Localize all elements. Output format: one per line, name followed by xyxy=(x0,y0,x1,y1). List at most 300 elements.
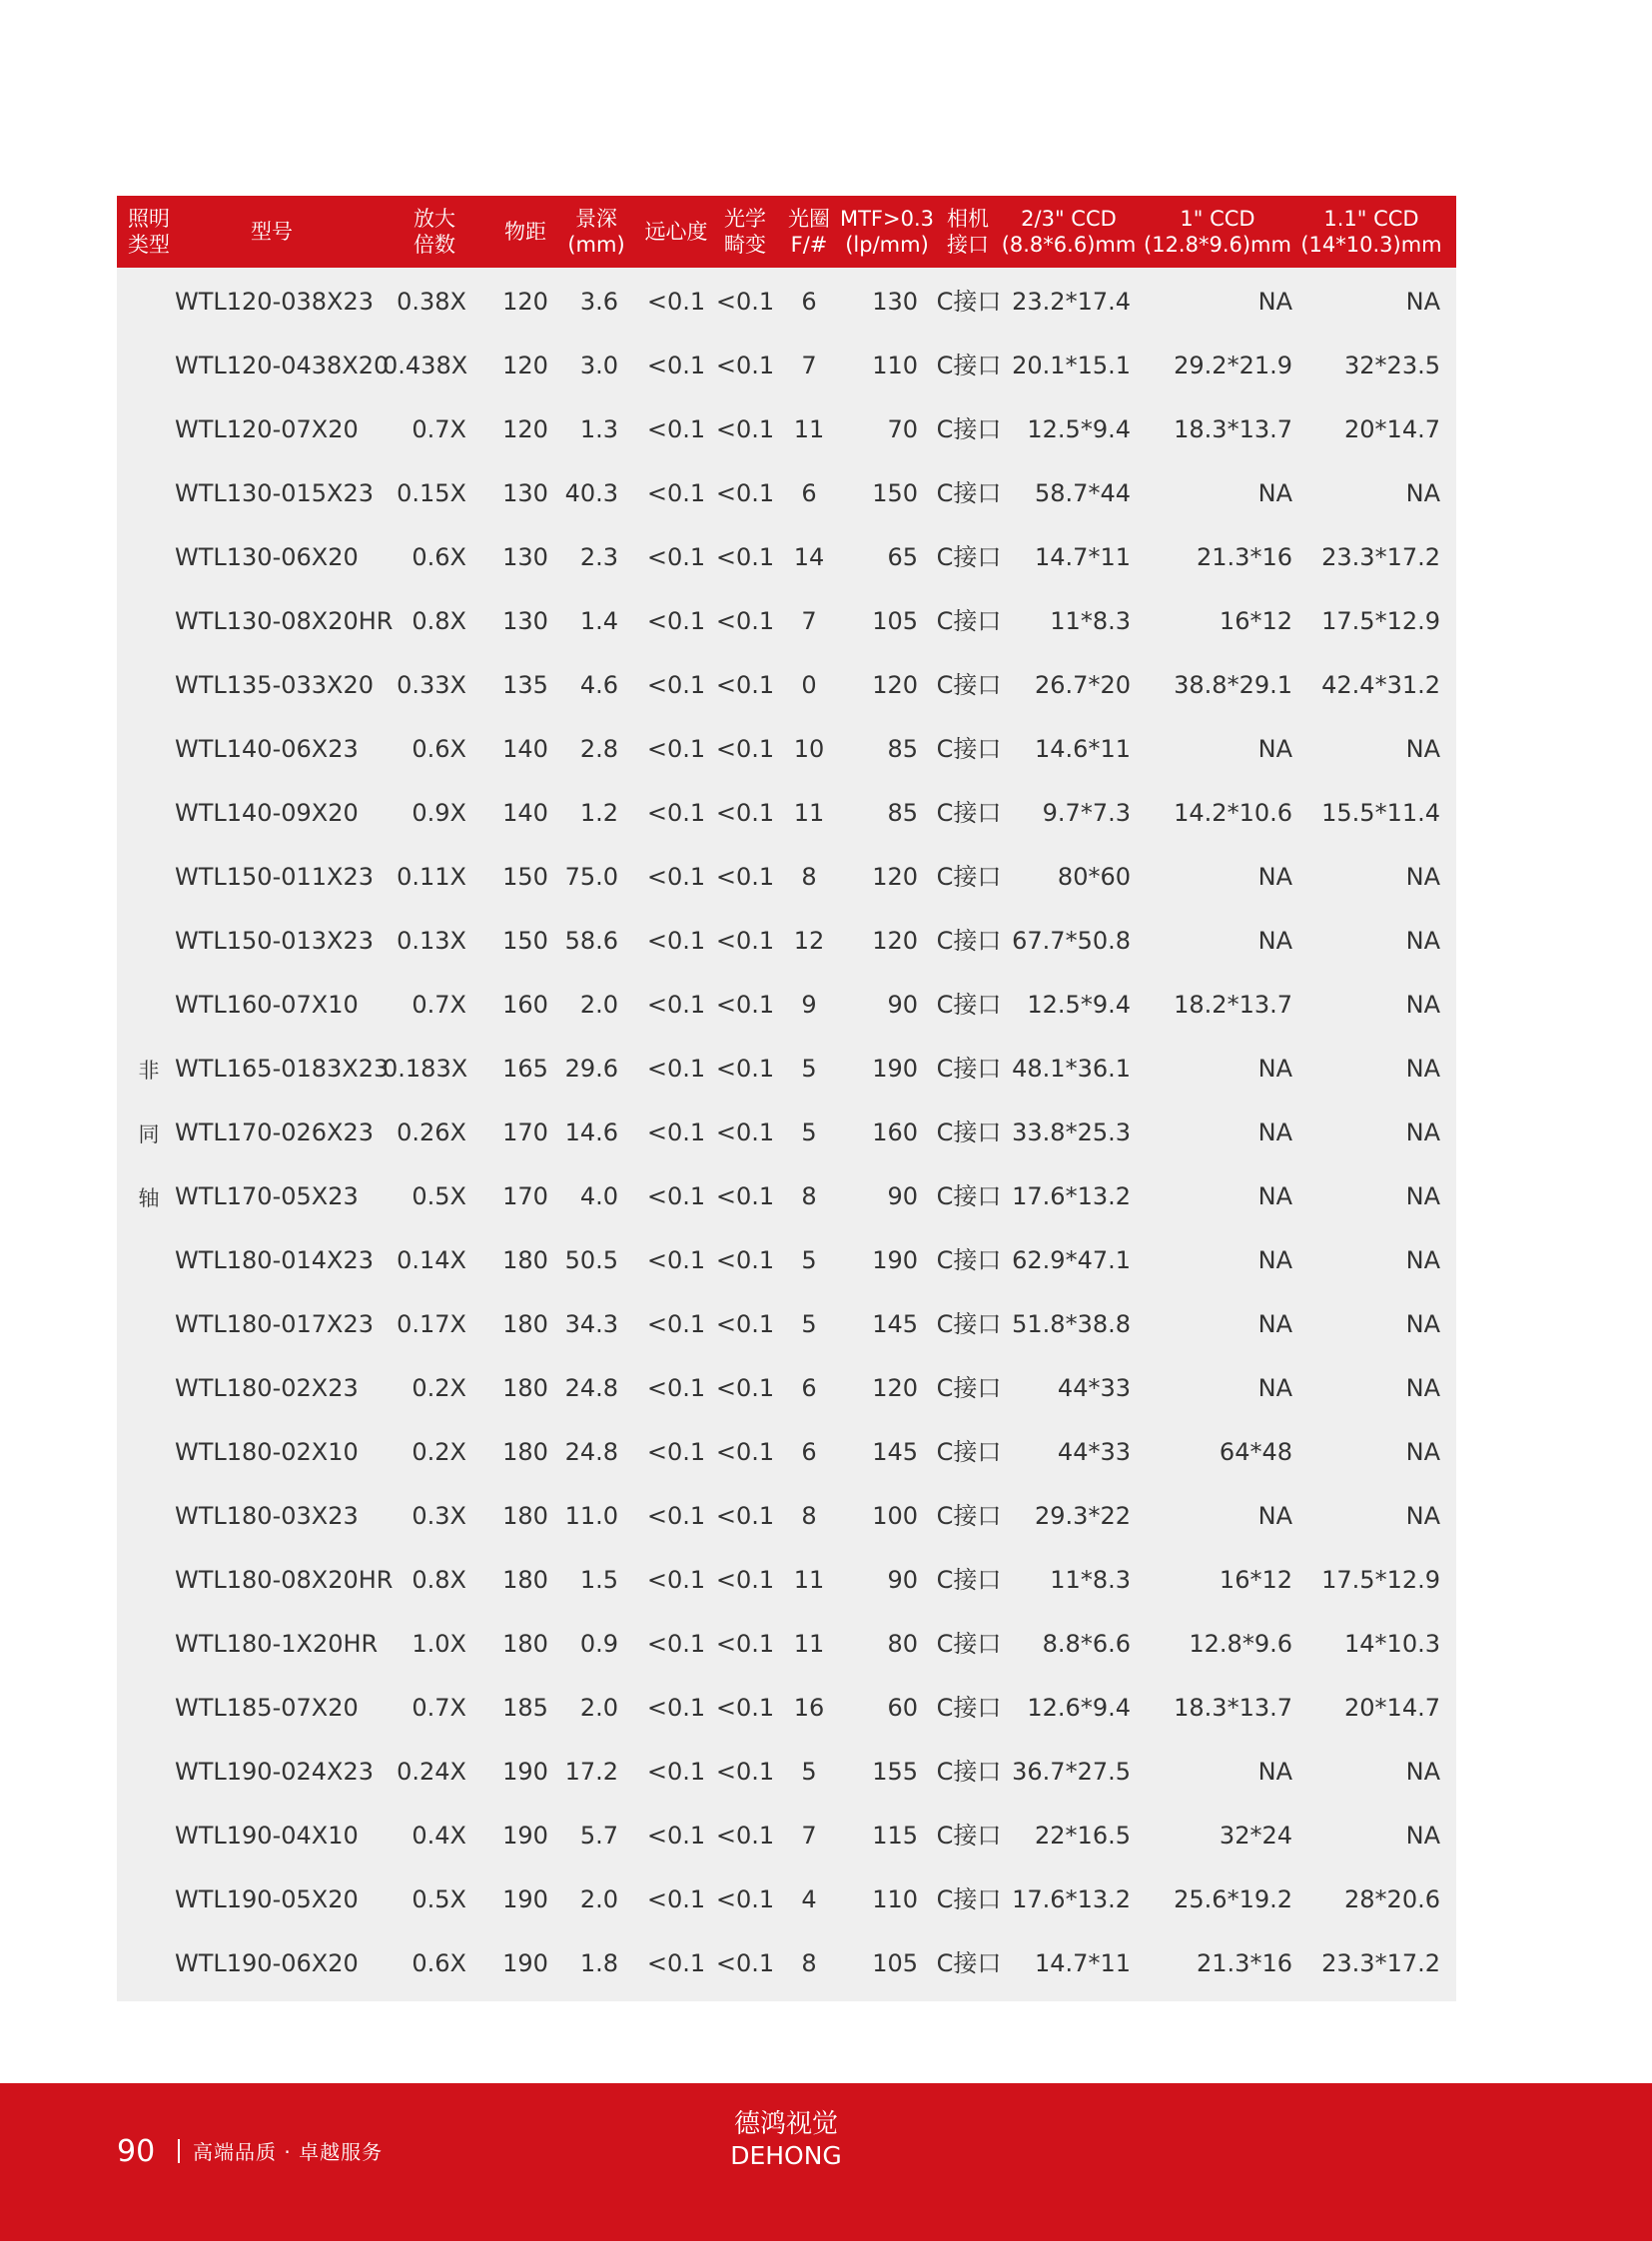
magnification-cell: 0.8X xyxy=(412,607,466,635)
working-distance-cell: 190 xyxy=(502,1949,548,1977)
ccd-1-1-cell: NA xyxy=(1405,1119,1440,1146)
mtf-cell: 100 xyxy=(872,1502,918,1530)
depth-of-field-cell: 1.5 xyxy=(579,1566,618,1594)
ccd-2-3-cell: 12.6*9.4 xyxy=(1027,1694,1131,1722)
model-cell: WTL120-0438X20 xyxy=(175,352,390,379)
f-number-cell: 11 xyxy=(793,1630,825,1658)
table-row xyxy=(117,461,1456,525)
header-camera-mount: 相机 接口 xyxy=(947,207,989,257)
depth-of-field-cell: 40.3 xyxy=(564,479,618,507)
magnification-cell: 0.7X xyxy=(412,1694,466,1722)
ccd-1-cell: 18.3*13.7 xyxy=(1174,1694,1292,1722)
f-number-cell: 11 xyxy=(793,1566,825,1594)
distortion-cell: <0.1 xyxy=(715,1246,775,1274)
working-distance-cell: 185 xyxy=(502,1694,548,1722)
ccd-1-cell: 25.6*19.2 xyxy=(1174,1885,1292,1913)
mtf-cell: 115 xyxy=(872,1822,918,1850)
ccd-1-cell: 21.3*16 xyxy=(1197,1949,1292,1977)
camera-mount-cell: C接口 xyxy=(936,1182,1002,1210)
ccd-1-1-cell: 32*23.5 xyxy=(1344,352,1440,379)
depth-of-field-cell: 29.6 xyxy=(564,1055,618,1083)
mtf-cell: 120 xyxy=(872,1374,918,1402)
ccd-2-3-cell: 58.7*44 xyxy=(1035,479,1131,507)
ccd-1-cell: NA xyxy=(1257,1502,1292,1530)
magnification-cell: 0.183X xyxy=(383,1055,468,1083)
mtf-cell: 80 xyxy=(887,1630,918,1658)
f-number-cell: 5 xyxy=(801,1310,817,1338)
telecentricity-cell: <0.1 xyxy=(646,735,706,763)
magnification-cell: 0.7X xyxy=(412,991,466,1019)
table-row xyxy=(117,1292,1456,1356)
table-row xyxy=(117,845,1456,909)
model-cell: WTL165-0183X23 xyxy=(175,1055,390,1083)
table-row xyxy=(117,1420,1456,1484)
table-row xyxy=(117,1356,1456,1420)
ccd-2-3-cell: 11*8.3 xyxy=(1050,1566,1131,1594)
distortion-cell: <0.1 xyxy=(715,1630,775,1658)
distortion-cell: <0.1 xyxy=(715,607,775,635)
camera-mount-cell: C接口 xyxy=(936,607,1002,635)
camera-mount-cell: C接口 xyxy=(936,1885,1002,1913)
camera-mount-cell: C接口 xyxy=(936,1949,1002,1977)
depth-of-field-cell: 1.4 xyxy=(579,607,618,635)
ccd-1-1-cell: NA xyxy=(1405,288,1440,316)
magnification-cell: 0.9X xyxy=(412,799,466,827)
header-mtf: MTF>0.3 (lp/mm) xyxy=(839,207,935,257)
f-number-cell: 8 xyxy=(801,863,817,891)
telecentricity-cell: <0.1 xyxy=(646,1694,706,1722)
model-cell: WTL120-038X23 xyxy=(175,288,375,316)
header-ccd-1-1: 1.1" CCD (14*10.3)mm xyxy=(1300,207,1442,257)
depth-of-field-cell: 1.3 xyxy=(579,415,618,443)
telecentricity-cell: <0.1 xyxy=(646,1566,706,1594)
model-cell: WTL140-09X20 xyxy=(175,799,359,827)
brand-name-cn: 德鸿视觉 xyxy=(733,2109,838,2139)
model-cell: WTL150-013X23 xyxy=(175,927,375,955)
model-cell: WTL180-03X23 xyxy=(175,1502,359,1530)
ccd-2-3-cell: 29.3*22 xyxy=(1035,1502,1131,1530)
ccd-2-3-cell: 67.7*50.8 xyxy=(1012,927,1131,955)
model-cell: WTL180-1X20HR xyxy=(175,1630,379,1658)
magnification-cell: 0.4X xyxy=(412,1822,466,1850)
camera-mount-cell: C接口 xyxy=(936,352,1002,379)
ccd-2-3-cell: 48.1*36.1 xyxy=(1012,1055,1131,1083)
ccd-1-cell: NA xyxy=(1257,288,1292,316)
table-row xyxy=(117,653,1456,717)
mtf-cell: 60 xyxy=(887,1694,918,1722)
ccd-2-3-cell: 9.7*7.3 xyxy=(1042,799,1131,827)
magnification-cell: 0.38X xyxy=(397,288,466,316)
table-row xyxy=(117,1548,1456,1612)
header-depth-of-field: 景深 (mm) xyxy=(567,207,625,257)
distortion-cell: <0.1 xyxy=(715,1374,775,1402)
mtf-cell: 70 xyxy=(887,415,918,443)
f-number-cell: 6 xyxy=(801,479,817,507)
telecentricity-cell: <0.1 xyxy=(646,543,706,571)
ccd-2-3-cell: 36.7*27.5 xyxy=(1012,1758,1131,1786)
telecentricity-cell: <0.1 xyxy=(646,927,706,955)
ccd-2-3-cell: 12.5*9.4 xyxy=(1027,991,1131,1019)
camera-mount-cell: C接口 xyxy=(936,1438,1002,1466)
distortion-cell: <0.1 xyxy=(715,479,775,507)
ccd-1-cell: NA xyxy=(1257,863,1292,891)
camera-mount-cell: C接口 xyxy=(936,1502,1002,1530)
telecentricity-cell: <0.1 xyxy=(646,1119,706,1146)
telecentricity-cell: <0.1 xyxy=(646,1246,706,1274)
ccd-2-3-cell: 17.6*13.2 xyxy=(1012,1885,1131,1913)
telecentricity-cell: <0.1 xyxy=(646,1438,706,1466)
working-distance-cell: 170 xyxy=(502,1182,548,1210)
model-cell: WTL130-015X23 xyxy=(175,479,375,507)
telecentricity-cell: <0.1 xyxy=(646,1374,706,1402)
magnification-cell: 0.13X xyxy=(397,927,466,955)
header-model: 型号 xyxy=(251,220,293,244)
working-distance-cell: 180 xyxy=(502,1374,548,1402)
ccd-1-cell: NA xyxy=(1257,1758,1292,1786)
ccd-1-1-cell: NA xyxy=(1405,1246,1440,1274)
distortion-cell: <0.1 xyxy=(715,799,775,827)
table-row xyxy=(117,1676,1456,1740)
telecentricity-cell: <0.1 xyxy=(646,1055,706,1083)
telecentricity-cell: <0.1 xyxy=(646,1885,706,1913)
ccd-2-3-cell: 14.6*11 xyxy=(1035,735,1131,763)
camera-mount-cell: C接口 xyxy=(936,671,1002,699)
ccd-2-3-cell: 22*16.5 xyxy=(1035,1822,1131,1850)
distortion-cell: <0.1 xyxy=(715,543,775,571)
ccd-1-1-cell: NA xyxy=(1405,1182,1440,1210)
working-distance-cell: 120 xyxy=(502,352,548,379)
magnification-cell: 0.14X xyxy=(397,1246,466,1274)
mtf-cell: 90 xyxy=(887,1566,918,1594)
camera-mount-cell: C接口 xyxy=(936,415,1002,443)
working-distance-cell: 140 xyxy=(502,735,548,763)
working-distance-cell: 130 xyxy=(502,543,548,571)
table-row xyxy=(117,1484,1456,1548)
model-cell: WTL190-05X20 xyxy=(175,1885,359,1913)
ccd-1-1-cell: NA xyxy=(1405,863,1440,891)
depth-of-field-cell: 11.0 xyxy=(564,1502,618,1530)
mtf-cell: 155 xyxy=(872,1758,918,1786)
working-distance-cell: 190 xyxy=(502,1758,548,1786)
ccd-1-1-cell: NA xyxy=(1405,1438,1440,1466)
ccd-2-3-cell: 14.7*11 xyxy=(1035,543,1131,571)
mtf-cell: 145 xyxy=(872,1438,918,1466)
table-row xyxy=(117,525,1456,589)
model-cell: WTL190-04X10 xyxy=(175,1822,359,1850)
page-number: 90 xyxy=(117,2134,156,2169)
camera-mount-cell: C接口 xyxy=(936,1055,1002,1083)
telecentricity-cell: <0.1 xyxy=(646,671,706,699)
telecentricity-cell: <0.1 xyxy=(646,1502,706,1530)
ccd-1-1-cell: 17.5*12.9 xyxy=(1321,1566,1440,1594)
ccd-2-3-cell: 62.9*47.1 xyxy=(1012,1246,1131,1274)
depth-of-field-cell: 1.8 xyxy=(579,1949,618,1977)
mtf-cell: 130 xyxy=(872,288,918,316)
f-number-cell: 11 xyxy=(793,415,825,443)
telecentricity-cell: <0.1 xyxy=(646,1758,706,1786)
depth-of-field-cell: 4.0 xyxy=(579,1182,618,1210)
mtf-cell: 120 xyxy=(872,671,918,699)
header-distortion: 光学 畸变 xyxy=(724,207,766,257)
camera-mount-cell: C接口 xyxy=(936,1822,1002,1850)
model-cell: WTL130-08X20HR xyxy=(175,607,394,635)
ccd-2-3-cell: 11*8.3 xyxy=(1050,607,1131,635)
telecentricity-cell: <0.1 xyxy=(646,479,706,507)
telecentricity-cell: <0.1 xyxy=(646,1182,706,1210)
mtf-cell: 120 xyxy=(872,927,918,955)
mtf-cell: 65 xyxy=(887,543,918,571)
distortion-cell: <0.1 xyxy=(715,1694,775,1722)
distortion-cell: <0.1 xyxy=(715,991,775,1019)
telecentricity-cell: <0.1 xyxy=(646,863,706,891)
ccd-1-1-cell: 15.5*11.4 xyxy=(1321,799,1440,827)
camera-mount-cell: C接口 xyxy=(936,991,1002,1019)
model-cell: WTL180-08X20HR xyxy=(175,1566,394,1594)
camera-mount-cell: C接口 xyxy=(936,1694,1002,1722)
magnification-cell: 0.26X xyxy=(397,1119,466,1146)
model-cell: WTL120-07X20 xyxy=(175,415,359,443)
camera-mount-cell: C接口 xyxy=(936,735,1002,763)
working-distance-cell: 150 xyxy=(502,863,548,891)
ccd-1-cell: 38.8*29.1 xyxy=(1174,671,1292,699)
depth-of-field-cell: 2.0 xyxy=(579,1694,618,1722)
model-cell: WTL170-026X23 xyxy=(175,1119,375,1146)
working-distance-cell: 130 xyxy=(502,479,548,507)
table-row xyxy=(117,1037,1456,1101)
f-number-cell: 5 xyxy=(801,1119,817,1146)
working-distance-cell: 180 xyxy=(502,1246,548,1274)
mtf-cell: 85 xyxy=(887,799,918,827)
working-distance-cell: 140 xyxy=(502,799,548,827)
model-cell: WTL180-017X23 xyxy=(175,1310,375,1338)
magnification-cell: 0.5X xyxy=(412,1885,466,1913)
magnification-cell: 0.5X xyxy=(412,1182,466,1210)
working-distance-cell: 160 xyxy=(502,991,548,1019)
mtf-cell: 105 xyxy=(872,607,918,635)
working-distance-cell: 190 xyxy=(502,1885,548,1913)
camera-mount-cell: C接口 xyxy=(936,1630,1002,1658)
ccd-1-1-cell: NA xyxy=(1405,1310,1440,1338)
ccd-2-3-cell: 44*33 xyxy=(1057,1438,1131,1466)
telecentricity-cell: <0.1 xyxy=(646,288,706,316)
magnification-cell: 1.0X xyxy=(412,1630,466,1658)
mtf-cell: 85 xyxy=(887,735,918,763)
distortion-cell: <0.1 xyxy=(715,1885,775,1913)
camera-mount-cell: C接口 xyxy=(936,1758,1002,1786)
f-number-cell: 10 xyxy=(793,735,825,763)
header-lighting-type: 照明 类型 xyxy=(128,207,170,257)
working-distance-cell: 180 xyxy=(502,1630,548,1658)
ccd-1-cell: NA xyxy=(1257,1182,1292,1210)
ccd-1-cell: NA xyxy=(1257,1310,1292,1338)
magnification-cell: 0.438X xyxy=(383,352,468,379)
camera-mount-cell: C接口 xyxy=(936,1246,1002,1274)
model-cell: WTL160-07X10 xyxy=(175,991,359,1019)
depth-of-field-cell: 5.7 xyxy=(579,1822,618,1850)
f-number-cell: 8 xyxy=(801,1182,817,1210)
ccd-1-1-cell: NA xyxy=(1405,1822,1440,1850)
f-number-cell: 16 xyxy=(793,1694,825,1722)
ccd-2-3-cell: 17.6*13.2 xyxy=(1012,1182,1131,1210)
f-number-cell: 11 xyxy=(793,799,825,827)
ccd-2-3-cell: 80*60 xyxy=(1057,863,1131,891)
table-body xyxy=(117,268,1456,2001)
distortion-cell: <0.1 xyxy=(715,415,775,443)
magnification-cell: 0.24X xyxy=(397,1758,466,1786)
mtf-cell: 90 xyxy=(887,991,918,1019)
depth-of-field-cell: 14.6 xyxy=(564,1119,618,1146)
distortion-cell: <0.1 xyxy=(715,1758,775,1786)
camera-mount-cell: C接口 xyxy=(936,1566,1002,1594)
f-number-cell: 14 xyxy=(793,543,825,571)
working-distance-cell: 190 xyxy=(502,1822,548,1850)
brand-name-en: DEHONG xyxy=(730,2141,842,2170)
mtf-cell: 150 xyxy=(872,479,918,507)
model-cell: WTL180-014X23 xyxy=(175,1246,375,1274)
depth-of-field-cell: 2.8 xyxy=(579,735,618,763)
distortion-cell: <0.1 xyxy=(715,927,775,955)
model-cell: WTL150-011X23 xyxy=(175,863,375,891)
f-number-cell: 6 xyxy=(801,1374,817,1402)
magnification-cell: 0.6X xyxy=(412,543,466,571)
depth-of-field-cell: 75.0 xyxy=(564,863,618,891)
ccd-1-1-cell: 17.5*12.9 xyxy=(1321,607,1440,635)
distortion-cell: <0.1 xyxy=(715,1119,775,1146)
table-header xyxy=(117,196,1456,268)
table-row xyxy=(117,589,1456,653)
f-number-cell: 5 xyxy=(801,1246,817,1274)
mtf-cell: 190 xyxy=(872,1246,918,1274)
ccd-1-1-cell: 28*20.6 xyxy=(1344,1885,1440,1913)
f-number-cell: 5 xyxy=(801,1055,817,1083)
f-number-cell: 4 xyxy=(801,1885,817,1913)
model-cell: WTL170-05X23 xyxy=(175,1182,359,1210)
f-number-cell: 7 xyxy=(801,607,817,635)
mtf-cell: 105 xyxy=(872,1949,918,1977)
table-row xyxy=(117,1164,1456,1228)
telecentricity-cell: <0.1 xyxy=(646,1630,706,1658)
table-row xyxy=(117,270,1456,334)
ccd-2-3-cell: 44*33 xyxy=(1057,1374,1131,1402)
ccd-1-cell: NA xyxy=(1257,927,1292,955)
ccd-1-cell: 64*48 xyxy=(1219,1438,1292,1466)
ccd-1-cell: 16*12 xyxy=(1219,1566,1292,1594)
working-distance-cell: 170 xyxy=(502,1119,548,1146)
magnification-cell: 0.6X xyxy=(412,1949,466,1977)
magnification-cell: 0.17X xyxy=(397,1310,466,1338)
distortion-cell: <0.1 xyxy=(715,1566,775,1594)
ccd-1-1-cell: 23.3*17.2 xyxy=(1321,1949,1440,1977)
telecentricity-cell: <0.1 xyxy=(646,415,706,443)
ccd-1-1-cell: NA xyxy=(1405,1374,1440,1402)
depth-of-field-cell: 58.6 xyxy=(564,927,618,955)
table-row xyxy=(117,973,1456,1037)
header-working-distance: 物距 xyxy=(504,220,546,244)
ccd-1-1-cell: NA xyxy=(1405,1758,1440,1786)
f-number-cell: 7 xyxy=(801,1822,817,1850)
distortion-cell: <0.1 xyxy=(715,288,775,316)
table-row xyxy=(117,1101,1456,1164)
ccd-1-cell: 21.3*16 xyxy=(1197,543,1292,571)
ccd-1-cell: 16*12 xyxy=(1219,607,1292,635)
table-row xyxy=(117,397,1456,461)
working-distance-cell: 180 xyxy=(502,1438,548,1466)
mtf-cell: 190 xyxy=(872,1055,918,1083)
distortion-cell: <0.1 xyxy=(715,1310,775,1338)
ccd-1-cell: 18.2*13.7 xyxy=(1174,991,1292,1019)
brand-logo xyxy=(699,2107,873,2171)
distortion-cell: <0.1 xyxy=(715,735,775,763)
f-number-cell: 8 xyxy=(801,1949,817,1977)
ccd-1-1-cell: NA xyxy=(1405,1502,1440,1530)
ccd-1-cell: 32*24 xyxy=(1219,1822,1292,1850)
header-f-number: 光圈 F/# xyxy=(788,207,830,257)
distortion-cell: <0.1 xyxy=(715,1949,775,1977)
f-number-cell: 6 xyxy=(801,1438,817,1466)
camera-mount-cell: C接口 xyxy=(936,479,1002,507)
f-number-cell: 12 xyxy=(793,927,825,955)
working-distance-cell: 180 xyxy=(502,1566,548,1594)
ccd-2-3-cell: 51.8*38.8 xyxy=(1012,1310,1131,1338)
model-cell: WTL130-06X20 xyxy=(175,543,359,571)
depth-of-field-cell: 0.9 xyxy=(579,1630,618,1658)
ccd-1-cell: 18.3*13.7 xyxy=(1174,415,1292,443)
table-row xyxy=(117,1228,1456,1292)
working-distance-cell: 165 xyxy=(502,1055,548,1083)
distortion-cell: <0.1 xyxy=(715,1182,775,1210)
telecentricity-cell: <0.1 xyxy=(646,799,706,827)
ccd-1-cell: NA xyxy=(1257,1374,1292,1402)
camera-mount-cell: C接口 xyxy=(936,543,1002,571)
header-magnification: 放大 倍数 xyxy=(413,207,455,257)
depth-of-field-cell: 3.6 xyxy=(579,288,618,316)
depth-of-field-cell: 4.6 xyxy=(579,671,618,699)
f-number-cell: 7 xyxy=(801,352,817,379)
distortion-cell: <0.1 xyxy=(715,352,775,379)
magnification-cell: 0.8X xyxy=(412,1566,466,1594)
model-cell: WTL185-07X20 xyxy=(175,1694,359,1722)
ccd-1-1-cell: NA xyxy=(1405,1055,1440,1083)
mtf-cell: 90 xyxy=(887,1182,918,1210)
telecentricity-cell: <0.1 xyxy=(646,1949,706,1977)
f-number-cell: 5 xyxy=(801,1758,817,1786)
camera-mount-cell: C接口 xyxy=(936,1310,1002,1338)
working-distance-cell: 180 xyxy=(502,1310,548,1338)
ccd-1-cell: 29.2*21.9 xyxy=(1174,352,1292,379)
lighting-type-non-coaxial: 非 同 轴 xyxy=(138,1059,160,1210)
distortion-cell: <0.1 xyxy=(715,1438,775,1466)
table-row xyxy=(117,1804,1456,1868)
telecentricity-cell: <0.1 xyxy=(646,607,706,635)
mtf-cell: 145 xyxy=(872,1310,918,1338)
depth-of-field-cell: 50.5 xyxy=(564,1246,618,1274)
table-row xyxy=(117,334,1456,397)
ccd-1-1-cell: 20*14.7 xyxy=(1344,415,1440,443)
footer-divider xyxy=(178,2139,180,2163)
camera-mount-cell: C接口 xyxy=(936,799,1002,827)
distortion-cell: <0.1 xyxy=(715,1502,775,1530)
magnification-cell: 0.2X xyxy=(412,1374,466,1402)
working-distance-cell: 135 xyxy=(502,671,548,699)
ccd-1-1-cell: NA xyxy=(1405,991,1440,1019)
telecentricity-cell: <0.1 xyxy=(646,991,706,1019)
working-distance-cell: 180 xyxy=(502,1502,548,1530)
ccd-2-3-cell: 14.7*11 xyxy=(1035,1949,1131,1977)
model-cell: WTL135-033X20 xyxy=(175,671,375,699)
page-footer xyxy=(0,2083,1652,2241)
camera-mount-cell: C接口 xyxy=(936,1119,1002,1146)
f-number-cell: 6 xyxy=(801,288,817,316)
